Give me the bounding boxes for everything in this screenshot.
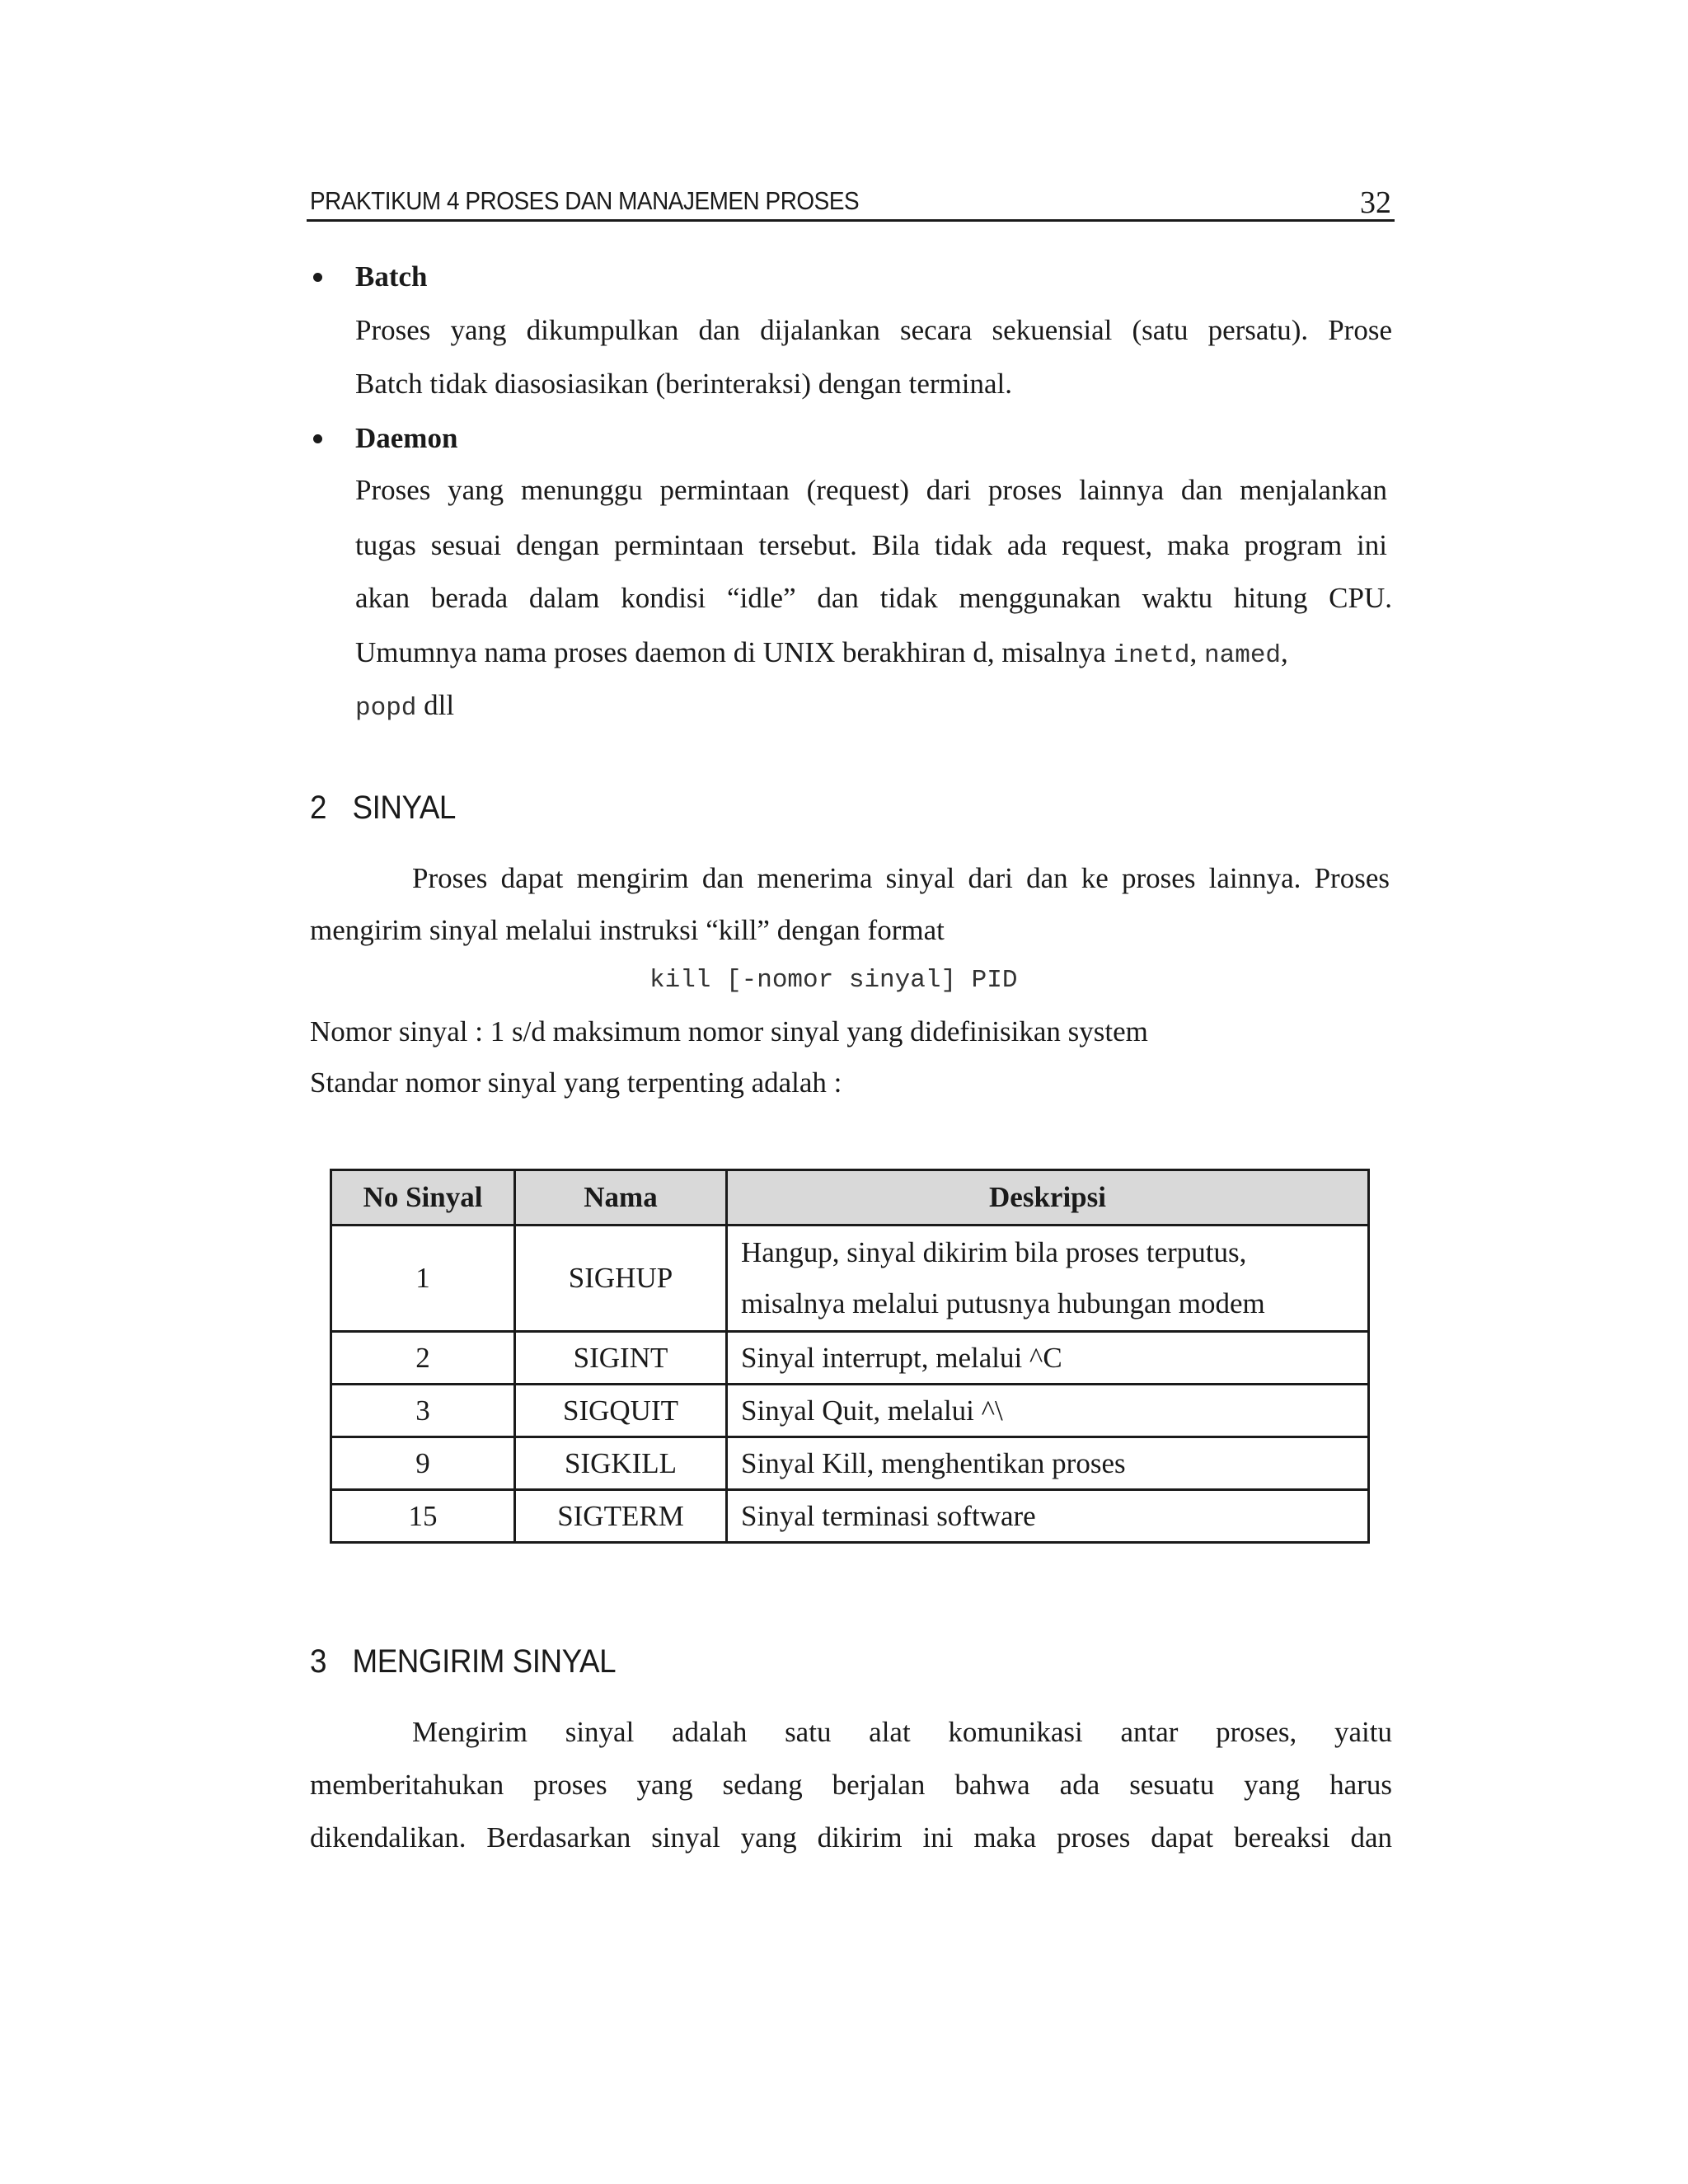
cell-no: 15 — [331, 1490, 515, 1543]
daemon-line-4-text: Umumnya nama proses daemon di UNIX berakhiran d, misalnya — [355, 636, 1114, 668]
page-header — [307, 183, 1395, 222]
table-row — [331, 1332, 1369, 1385]
section-3-line-2: memberitahukan proses yang sedang berjalan bahwa ada sesuatu yang harus — [310, 1769, 1392, 1801]
nomor-sinyal-line: Nomor sinyal : 1 s/d maksimum nomor sinyal yang didefinisikan system — [310, 1015, 1148, 1047]
cell-desc: Sinyal Kill, menghentikan proses — [727, 1437, 1369, 1490]
cell-desc-line-2: misalnya melalui putusnya hubungan modem — [741, 1287, 1265, 1319]
daemon-title: Daemon — [355, 422, 458, 454]
section-2-title: SINYAL — [352, 790, 456, 826]
daemon-example-popd: popd — [355, 694, 417, 723]
section-2-number: 2 — [310, 790, 327, 826]
standar-line: Standar nomor sinyal yang terpenting adalah : — [310, 1066, 842, 1099]
section-3-title: MENGIRIM SINYAL — [352, 1643, 617, 1680]
cell-no: 2 — [331, 1332, 515, 1385]
table-header-row — [331, 1170, 1369, 1226]
section-2-para-line-1: Proses dapat mengirim dan menerima sinyal dari dan ke proses lainnya. Proses — [412, 862, 1390, 894]
bullet-batch — [313, 273, 322, 282]
cell-no: 1 — [331, 1226, 515, 1332]
header-title: PRAKTIKUM 4 PROSES DAN MANAJEMEN PROSES — [310, 186, 860, 215]
daemon-line-4 — [355, 636, 1288, 673]
daemon-separator-2: , — [1281, 636, 1288, 668]
batch-title: Batch — [355, 260, 428, 293]
section-3-number: 3 — [310, 1643, 327, 1680]
table-row — [331, 1385, 1369, 1437]
cell-nama: SIGINT — [515, 1332, 727, 1385]
cell-nama: SIGKILL — [515, 1437, 727, 1490]
cell-desc: Sinyal interrupt, melalui ^C — [727, 1332, 1369, 1385]
daemon-separator-1: , — [1189, 636, 1205, 668]
batch-line-2: Batch tidak diasosiasikan (berinteraksi) dengan terminal. — [355, 368, 1012, 400]
daemon-line-1: Proses yang menunggu permintaan (request) dari proses lainnya dan menjalankan — [355, 474, 1387, 506]
daemon-line-3: akan berada dalam kondisi “idle” dan tidak menggunakan waktu hitung CPU. — [355, 582, 1392, 614]
page-number: 32 — [1360, 185, 1391, 220]
table-row — [331, 1226, 1369, 1332]
cell-desc: Sinyal Quit, melalui ^\ — [727, 1385, 1369, 1437]
section-3-heading — [310, 1643, 616, 1680]
daemon-line-2: tugas sesuai dengan permintaan tersebut. Bila tidak ada request, maka program ini — [355, 529, 1387, 561]
col-header-nama: Nama — [515, 1170, 727, 1226]
section-3-line-1: Mengirim sinyal adalah satu alat komunikasi antar proses, yaitu — [412, 1716, 1392, 1748]
daemon-example-named: named — [1204, 641, 1282, 670]
cell-nama: SIGHUP — [515, 1226, 727, 1332]
section-3-line-3: dikendalikan. Berdasarkan sinyal yang dikirim ini maka proses dapat bereaksi dan — [310, 1821, 1392, 1854]
cell-no: 9 — [331, 1437, 515, 1490]
col-header-no: No Sinyal — [331, 1170, 515, 1226]
daemon-example-inetd: inetd — [1113, 641, 1190, 670]
bullet-daemon — [313, 434, 322, 443]
batch-line-1: Proses yang dikumpulkan dan dijalankan secara sekuensial (satu persatu). Prose — [355, 314, 1392, 346]
cell-desc — [727, 1226, 1369, 1332]
daemon-tail: dll — [416, 689, 455, 721]
kill-command: kill [-nomor sinyal] PID — [649, 966, 1018, 995]
cell-desc-line-1: Hangup, sinyal dikirim bila proses terputus, — [741, 1236, 1247, 1268]
cell-desc: Sinyal terminasi software — [727, 1490, 1369, 1543]
col-header-deskripsi: Deskripsi — [727, 1170, 1369, 1226]
table-row — [331, 1490, 1369, 1543]
table-row — [331, 1437, 1369, 1490]
daemon-line-5 — [355, 689, 454, 725]
cell-nama: SIGTERM — [515, 1490, 727, 1543]
cell-nama: SIGQUIT — [515, 1385, 727, 1437]
section-2-heading — [310, 790, 456, 827]
cell-no: 3 — [331, 1385, 515, 1437]
signal-table — [330, 1169, 1370, 1544]
section-2-para-line-2: mengirim sinyal melalui instruksi “kill” dengan format — [310, 914, 945, 946]
